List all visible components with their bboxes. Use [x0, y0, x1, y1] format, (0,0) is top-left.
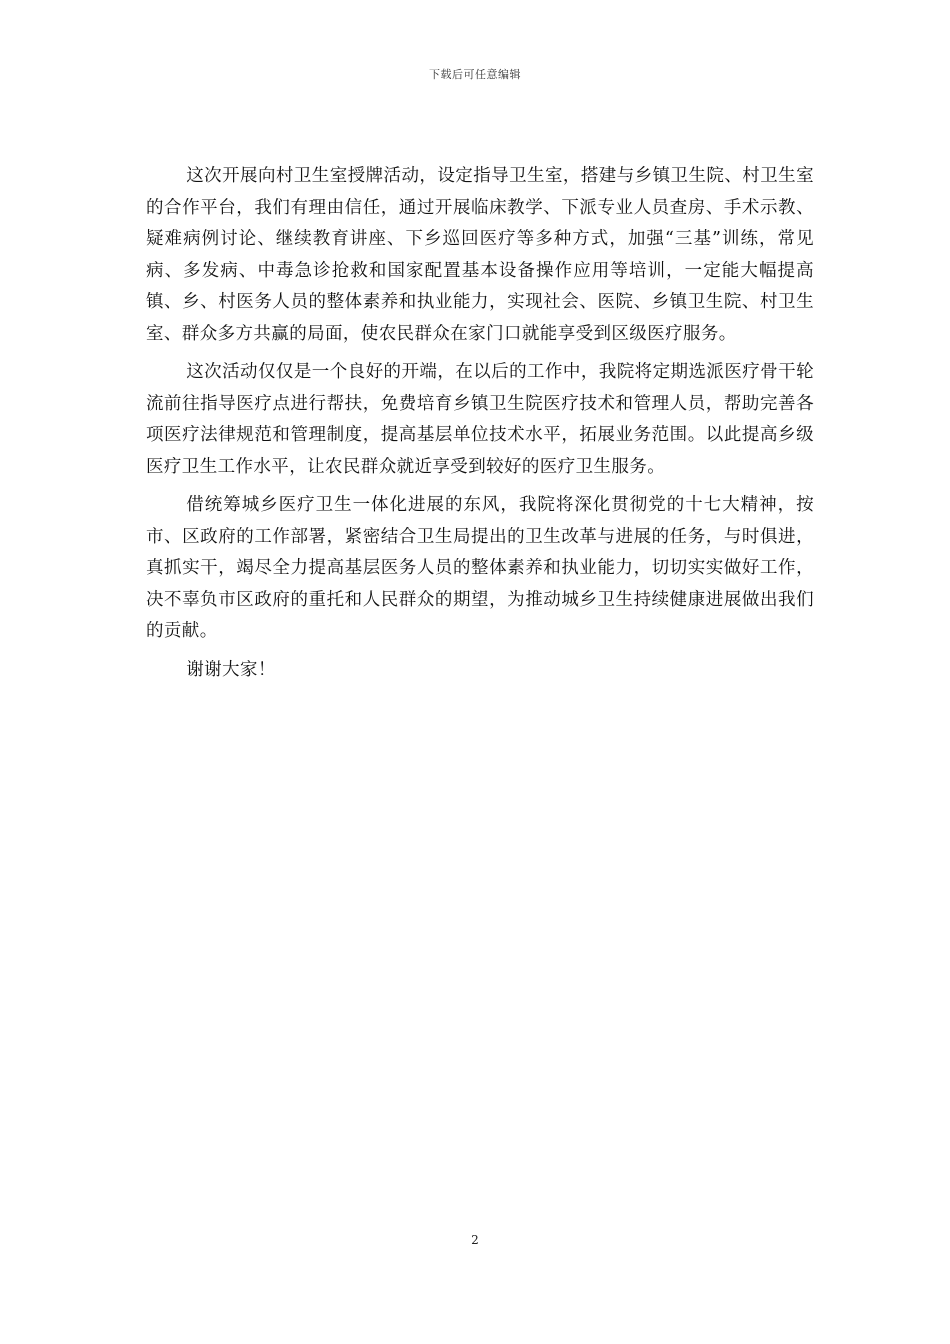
body-paragraph-1: 这次开展向村卫生室授牌活动，设定指导卫生室，搭建与乡镇卫生院、村卫生室的合作平台，我们有理由信任，通过开展临床教学、下派专业人员查房、手术示教、疑难病例讨论、继续教育讲座、下乡巡回医疗等多种方式，加强“三基”训练，常见病、多发病、中毒急诊抢救和国家配置基本设备操作应用等培训，一定能大幅提高镇、乡、村医务人员的整体素养和执业能力，实现社会、医院、乡镇卫生院、村卫生室、群众多方共赢的局面，使农民群众在家门口就能享受到区级医疗服务。	[146, 166, 814, 344]
body-paragraph-3: 借统筹城乡医疗卫生一体化进展的东风，我院将深化贯彻党的十七大精神，按市、区政府的工作部署，紧密结合卫生局提出的卫生改革与进展的任务，与时俱进，真抓实干，竭尽全力提高基层医务人员的整体素养和执业能力，切切实实做好工作，决不辜负市区政府的重托和人民群众的期望，为推动城乡卫生持续健康进展做出我们的贡献。	[146, 495, 814, 641]
closing-line: 谢谢大家！	[186, 659, 276, 680]
page-number: 2	[471, 1233, 479, 1247]
document-body	[146, 161, 814, 693]
page-header: 下载后可任意编辑	[429, 68, 521, 81]
body-paragraph-2: 这次活动仅仅是一个良好的开端，在以后的工作中，我院将定期选派医疗骨干轮流前往指导医疗点进行帮扶，免费培育乡镇卫生院医疗技术和管理人员，帮助完善各项医疗法律规范和管理制度，提高基层单位技术水平，拓展业务范围。以此提高乡级医疗卫生工作水平，让农民群众就近享受到较好的医疗卫生服务。	[146, 362, 814, 477]
